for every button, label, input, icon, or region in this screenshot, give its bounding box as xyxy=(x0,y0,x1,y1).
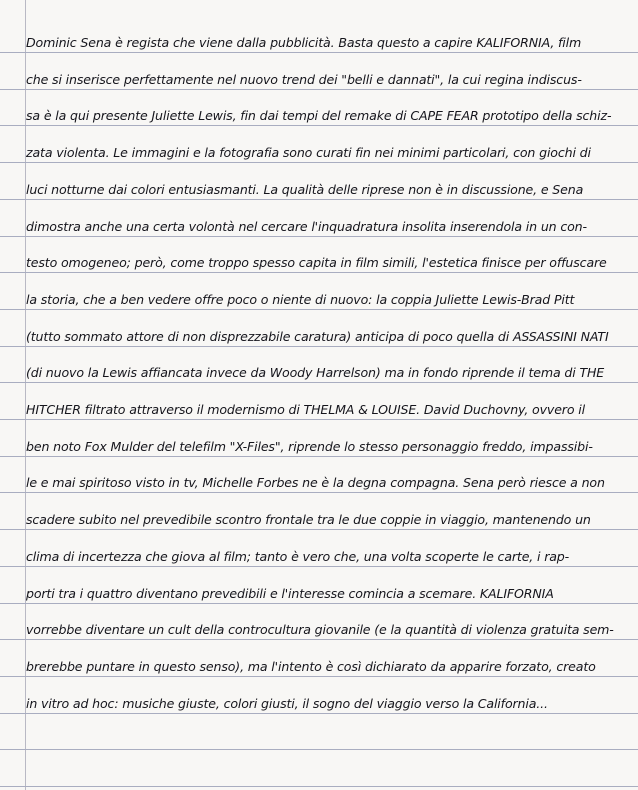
text-line: le e mai spiritoso visto in tv, Michelle Forbes ne è la degna compagna. Sena però riesce a non xyxy=(26,475,605,491)
text-line: Dominic Sena è regista che viene dalla pubblicità. Basta questo a capire KALIFORNIA, film xyxy=(26,35,582,50)
text-line: porti tra i quattro diventano prevedibili e l'interesse comincia a scemare. KALIFORNIA xyxy=(26,585,554,601)
text-line: ben noto Fox Mulder del telefilm "X-Files", riprende lo stesso personaggio freddo, impassibi- xyxy=(26,438,593,454)
text-line: la storia, che a ben vedere offre poco o niente di nuovo: la coppia Juliette Lewis-Brad Pitt xyxy=(26,291,575,307)
text-line: che si inserisce perfettamente nel nuovo trend dei "belli e dannati", la cui regina indiscus- xyxy=(26,71,582,87)
text-line: scadere subito nel prevedibile scontro frontale tra le due coppie in viaggio, mantenendo un xyxy=(26,512,591,528)
text-line: luci notturne dai colori entusiasmanti. La qualità delle riprese non è in discussione, e Sena xyxy=(26,181,584,197)
text-line: (tutto sommato attore di non disprezzabile caratura) anticipa di poco quella di ASSASSINI NATI xyxy=(26,328,609,344)
text-line: testo omogeneo; però, come troppo spesso capita in film simili, l'estetica finisce per offuscare xyxy=(26,255,607,271)
text-line: zata violenta. Le immagini e la fotografia sono curati fin nei minimi particolari, con giochi di xyxy=(26,145,591,161)
text-line: (di nuovo la Lewis affiancata invece da Woody Harrelson) ma in fondo riprende il tema di THE xyxy=(26,365,605,381)
text-line: clima di incertezza che giova al film; tanto è vero che, una volta scoperte le carte, i rap- xyxy=(26,548,570,564)
text-line: brerebbe puntare in questo senso), ma l'intento è così dichiarato da apparire forzato, creato xyxy=(26,658,596,674)
text-line: dimostra anche una certa volontà nel cercare l'inquadratura insolita inserendola in un con- xyxy=(26,218,587,234)
text-line: HITCHER filtrato attraverso il modernismo di THELMA & LOUISE. David Duchovny, ovvero il xyxy=(26,402,585,417)
text-line: in vitro ad hoc: musiche giuste, colori giusti, il sogno del viaggio verso la California... xyxy=(26,695,548,711)
text-line: sa è la qui presente Juliette Lewis, fin dai tempi del remake di CAPE FEAR prototipo della schiz- xyxy=(26,108,612,124)
text-line: vorrebbe diventare un cult della controcultura giovanile (e la quantità di violenza gratuita sem- xyxy=(26,622,614,638)
